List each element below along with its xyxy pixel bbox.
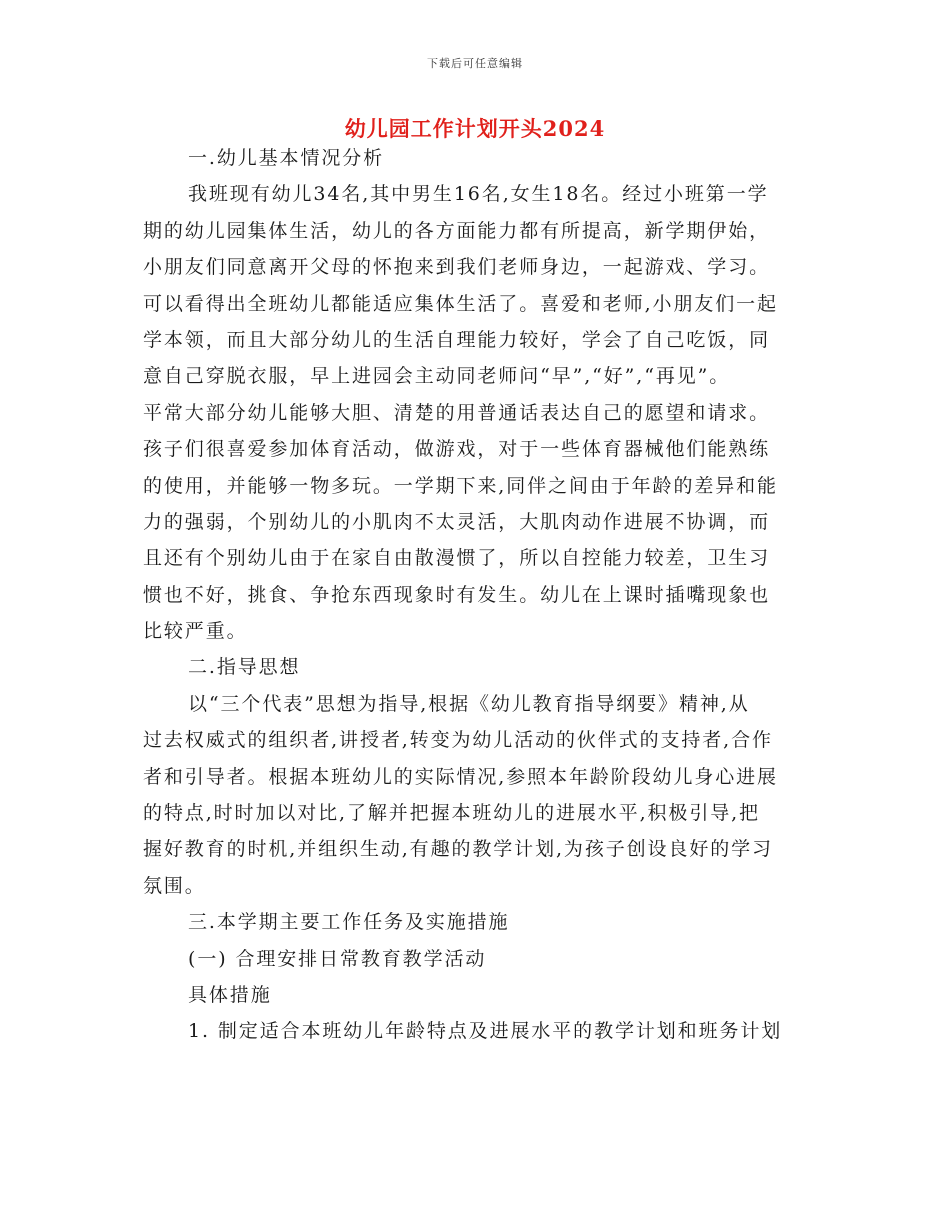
section2-paragraph-line: 者和引导者。根据本班幼儿的实际情况,参照本年龄阶段幼儿身心进展: [143, 765, 778, 788]
measure-item: 1. 制定适合本班幼儿年龄特点及进展水平的教学计划和班务计划: [188, 1020, 783, 1043]
section1-paragraph-line: 比较严重。: [143, 620, 248, 643]
section1-paragraph-line: 可以看得出全班幼儿都能适应集体生活了。喜爱和老师,小朋友们一起: [143, 292, 778, 315]
section1-paragraph-line: 力的强弱，个别幼儿的小肌肉不太灵活，大肌肉动作进展不协调，而: [143, 510, 771, 533]
measures-label: 具体措施: [188, 983, 272, 1006]
section2-paragraph-line: 过去权威式的组织者,讲授者,转变为幼儿活动的伙伴式的支持者,合作: [143, 729, 773, 752]
section3-heading: 三.本学期主要工作任务及实施措施: [188, 911, 510, 934]
section1-paragraph-line: 我班现有幼儿34名,其中男生16名,女生18名。经过小班第一学: [188, 183, 769, 206]
page-header-note: 下载后可任意编辑: [427, 57, 523, 70]
section1-paragraph-line: 惯也不好，挑食、争抢东西现象时有发生。幼儿在上课时插嘴现象也: [143, 583, 771, 606]
section1-heading: 一.幼儿基本情况分析: [188, 147, 385, 169]
section1-paragraph-line: 平常大部分幼儿能够大胆、清楚的用普通话表达自己的愿望和请求。: [143, 401, 771, 424]
section1-paragraph-line: 小朋友们同意离开父母的怀抱来到我们老师身边，一起游戏、学习。: [143, 256, 771, 279]
section2-paragraph-line: 的特点,时时加以对比,了解并把握本班幼儿的进展水平,积极引导,把: [143, 802, 760, 825]
section1-paragraph-line: 的使用，并能够一物多玩。一学期下来,同伴之间由于年龄的差异和能: [143, 474, 778, 497]
section1-paragraph-line: 学本领，而且大部分幼儿的生活自理能力较好，学会了自己吃饭，同: [143, 328, 771, 351]
section2-paragraph-line: 氛围。: [143, 874, 206, 897]
section2-paragraph-line: 握好教育的时机,并组织生动,有趣的教学计划,为孩子创设良好的学习: [143, 838, 773, 861]
section1-paragraph-line: 意自己穿脱衣服，早上进园会主动同老师问“早”,“好”,“再见”。: [143, 365, 731, 388]
section3-subheading: (一) 合理安排日常教育教学活动: [188, 947, 487, 970]
section1-paragraph-line: 孩子们很喜爱参加体育活动，做游戏，对于一些体育器械他们能熟练: [143, 438, 771, 461]
section1-paragraph-line: 期的幼儿园集体生活，幼儿的各方面能力都有所提高，新学期伊始，: [143, 219, 771, 242]
section2-heading: 二.指导思想: [188, 656, 301, 679]
document-title: 幼儿园工作计划开头2024: [344, 116, 606, 141]
section2-paragraph-line: 以“三个代表”思想为指导,根据《幼儿教育指导纲要》精神,从: [188, 692, 750, 715]
document-body: [143, 140, 807, 1050]
section1-paragraph-line: 且还有个别幼儿由于在家自由散漫惯了，所以自控能力较差，卫生习: [143, 547, 771, 570]
